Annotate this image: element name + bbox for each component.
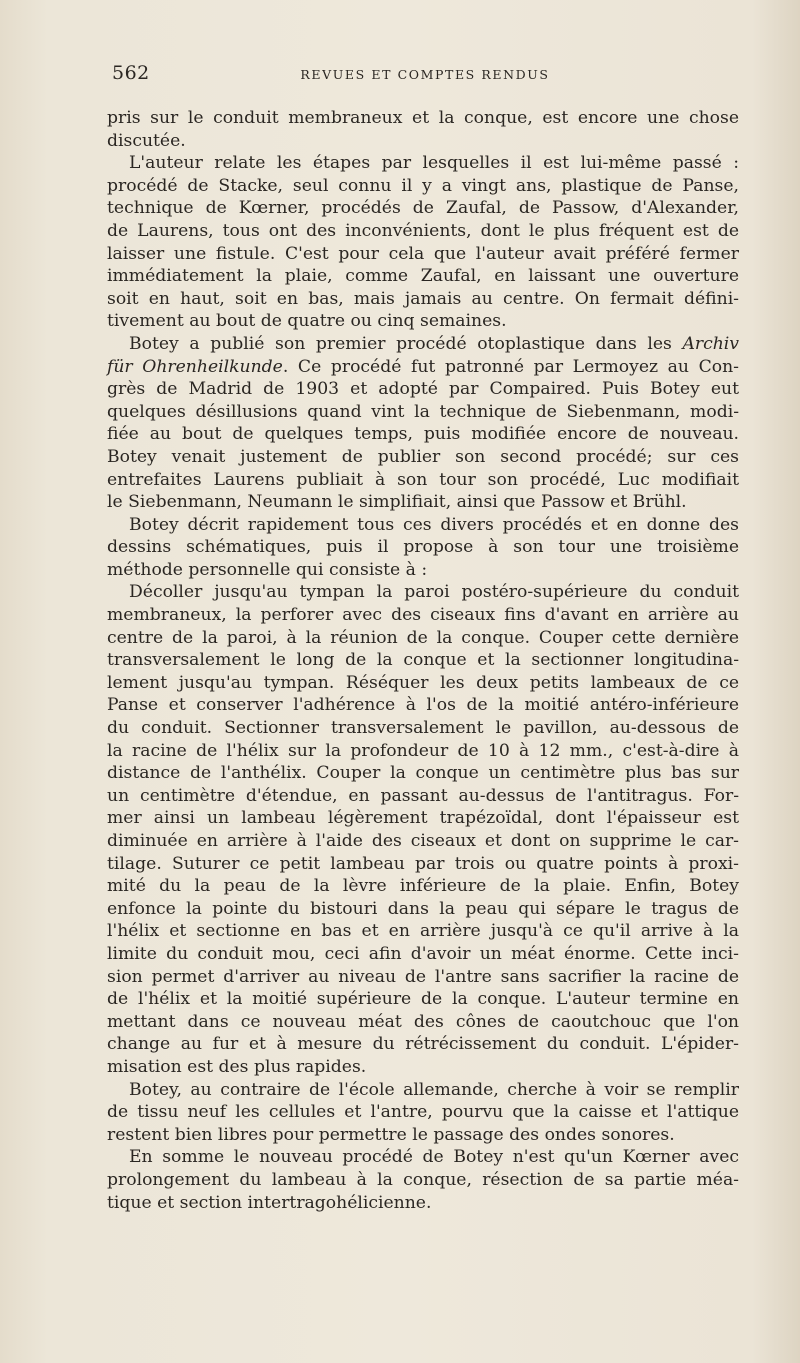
text-line: mer ainsi un lambeau légèrement trapézoïdal, dont l'épaisseur est bbox=[107, 808, 739, 829]
text-line: Botey décrit rapidement tous ces divers procédés et en donne des bbox=[129, 514, 739, 535]
text-line: laisser une fistule. C'est pour cela que l'auteur avait préféré fermer bbox=[107, 243, 739, 264]
text-line bbox=[107, 356, 739, 379]
text-line: de tissu neuf les cellules et l'antre, pourvu que la caisse et l'attique bbox=[107, 1102, 739, 1123]
text-run: Botey a publié son premier procédé otoplastique dans les bbox=[129, 333, 683, 354]
text-line: immédiatement la plaie, comme Zaufal, en laissant une ouverture bbox=[107, 266, 739, 287]
text-line: enfonce la pointe du bistouri dans la peau qui sépare le tragus de bbox=[107, 898, 739, 919]
text-line: centre de la paroi, à la réunion de la conque. Couper cette dernière bbox=[107, 627, 739, 648]
text-line: la racine de l'hélix sur la profondeur de 10 à 12 mm., c'est-à-dire à bbox=[107, 740, 739, 761]
text-line: diminuée en arrière à l'aide des ciseaux et dont on supprime le car- bbox=[107, 831, 739, 851]
text-line: transversalement le long de la conque et la sectionner longitudina- bbox=[107, 650, 739, 671]
text-line: grès de Madrid de 1903 et adopté par Compaired. Puis Botey eut bbox=[107, 379, 739, 400]
text-line: restent bien libres pour permettre le passage des ondes sonores. bbox=[107, 1124, 675, 1145]
text-line: le Siebenmann, Neumann le simplifiait, ainsi que Passow et Brühl. bbox=[107, 492, 687, 513]
page-header bbox=[112, 62, 738, 86]
text-line: lement jusqu'au tympan. Réséquer les deux petits lambeaux de ce bbox=[107, 672, 739, 693]
text-line: fiée au bout de quelques temps, puis modifiée encore de nouveau. bbox=[107, 424, 739, 445]
text-line: dessins schématiques, puis il propose à son tour une troisième bbox=[107, 537, 739, 558]
journal-title-italic: Archiv bbox=[682, 333, 739, 354]
page-number: 562 bbox=[112, 62, 150, 84]
text-line: l'hélix et sectionne en bas et en arrière jusqu'à ce qu'il arrive à la bbox=[107, 921, 739, 942]
text-line: tilage. Suturer ce petit lambeau par trois ou quatre points à proxi- bbox=[107, 853, 739, 874]
text-line: un centimètre d'étendue, en passant au-dessus de l'antitragus. For- bbox=[107, 785, 739, 806]
text-line: pris sur le conduit membraneux et la conque, est encore une chose bbox=[107, 108, 739, 128]
text-line: sion permet d'arriver au niveau de l'antre sans sacrifier la racine de bbox=[107, 966, 739, 987]
text-line: mettant dans ce nouveau méat des cônes de caoutchouc que l'on bbox=[107, 1011, 739, 1032]
text-line bbox=[107, 333, 739, 356]
text-line: distance de l'anthélix. Couper la conque un centimètre plus bas sur bbox=[107, 763, 739, 784]
journal-title-italic: für Ohrenheilkunde bbox=[107, 356, 283, 377]
text-line: mité du la peau de la lèvre inférieure de la plaie. Enfin, Botey bbox=[107, 876, 739, 897]
text-line: misation est des plus rapides. bbox=[107, 1056, 367, 1077]
text-line: En somme le nouveau procédé de Botey n'est qu'un Kœrner avec bbox=[129, 1147, 739, 1168]
text-line: Décoller jusqu'au tympan la paroi postéro-supérieure du conduit bbox=[129, 582, 739, 603]
text-line: de l'hélix et la moitié supérieure de la conque. L'auteur termine en bbox=[107, 989, 739, 1010]
body-text bbox=[107, 107, 739, 1214]
text-line: limite du conduit mou, ceci afin d'avoir un méat énorme. Cette inci- bbox=[107, 943, 739, 964]
text-line: membraneux, la perforer avec des ciseaux fins d'avant en arrière au bbox=[107, 605, 739, 626]
text-line: Botey venait justement de publier son second procédé; sur ces bbox=[107, 446, 739, 467]
text-line: L'auteur relate les étapes par lesquelles il est lui-même passé : bbox=[129, 153, 739, 174]
text-line: quelques désillusions quand vint la technique de Siebenmann, modi- bbox=[107, 401, 739, 422]
running-head: REVUES ET COMPTES RENDUS bbox=[300, 67, 550, 82]
text-line: entrefaites Laurens publiait à son tour son procédé, Luc modifiait bbox=[107, 469, 739, 490]
text-line: prolongement du lambeau à la conque, résection de sa partie méa- bbox=[107, 1169, 739, 1190]
text-line: Panse et conserver l'adhérence à l'os de la moitié antéro-inférieure bbox=[107, 695, 739, 716]
text-run: . Ce procédé fut patronné par Lermoyez au Con- bbox=[282, 356, 739, 377]
text-line: tique et section intertragohélicienne. bbox=[107, 1192, 432, 1213]
text-line: change au fur et à mesure du rétrécissement du conduit. L'épider- bbox=[107, 1034, 739, 1055]
text-line: du conduit. Sectionner transversalement le pavillon, au-dessous de bbox=[107, 718, 739, 739]
text-line: soit en haut, soit en bas, mais jamais au centre. On fermait défini- bbox=[107, 288, 739, 309]
text-line: technique de Kœrner, procédés de Zaufal, de Passow, d'Alexander, bbox=[107, 198, 739, 219]
text-line: discutée. bbox=[107, 130, 186, 151]
text-line: tivement au bout de quatre ou cinq semaines. bbox=[107, 311, 507, 332]
text-line: procédé de Stacke, seul connu il y a vingt ans, plastique de Panse, bbox=[107, 175, 739, 196]
text-line: Botey, au contraire de l'école allemande, cherche à voir se remplir bbox=[129, 1079, 739, 1100]
text-line: de Laurens, tous ont des inconvénients, dont le plus fréquent est de bbox=[107, 220, 739, 241]
text-line: méthode personnelle qui consiste à : bbox=[107, 559, 428, 580]
